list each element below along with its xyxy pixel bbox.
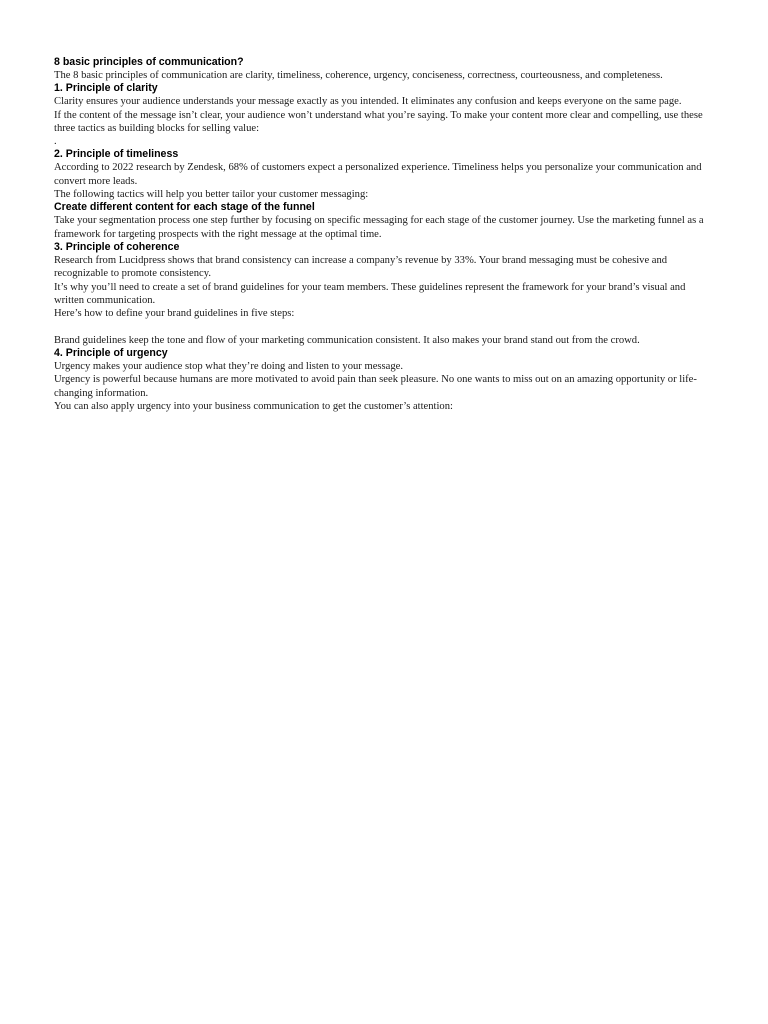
coherence-paragraph-3: Here’s how to define your brand guidelines in five steps:	[54, 308, 295, 320]
clarity-heading: 1. Principle of clarity	[54, 82, 158, 95]
timeliness-heading: 2. Principle of timeliness	[54, 148, 179, 161]
timeliness-paragraph-3: Take your segmentation process one step further by focusing on specific messaging for each stage of the customer journey. Use the marketing funnel as a framework for targeting prospects with the right message at the optimal time.	[54, 215, 704, 240]
urgency-paragraph-1: Urgency makes your audience stop what they’re doing and listen to your message.	[54, 361, 404, 373]
urgency-paragraph-3: You can also apply urgency into your business communication to get the customer’s attention:	[54, 400, 453, 412]
urgency-heading: 4. Principle of urgency	[54, 347, 168, 360]
clarity-paragraph-1: Clarity ensures your audience understands your message exactly as you intended. It eliminates any confusion and keeps everyone on the same page.	[54, 96, 682, 108]
intro-paragraph: The 8 basic principles of communication are clarity, timeliness, coherence, urgency, conciseness, correctness, courteousness, and completeness.	[54, 70, 663, 81]
timeliness-paragraph-1: According to 2022 research by Zendesk, 68% of customers expect a personalized experience. Timeliness helps you personalize your communication and convert more leads.	[54, 162, 702, 187]
clarity-paragraph-2: If the content of the message isn’t clear, your audience won’t understand what you’re saying. To make your content more clear and compelling, use these three tactics as building blocks for selling value:	[54, 109, 703, 134]
coherence-paragraph-1: Research from Lucidpress shows that brand consistency can increase a company’s revenue by 33%. Your brand messaging must be cohesive and recognizable to promote consistency.	[54, 254, 668, 280]
blank-line	[54, 320, 714, 333]
coherence-paragraph-4: Brand guidelines keep the tone and flow of your marketing communication consistent. It also makes your brand stand out from the crowd.	[54, 334, 640, 346]
funnel-subheading: Create different content for each stage of the funnel	[54, 201, 315, 214]
urgency-paragraph-2: Urgency is powerful because humans are more motivated to avoid pain than seek pleasure. No one wants to miss out on an amazing opportunity or life-changing information.	[54, 374, 697, 399]
clarity-paragraph-3: .	[54, 136, 57, 148]
document-page	[54, 56, 714, 413]
timeliness-paragraph-2: The following tactics will help you better tailor your customer messaging:	[54, 189, 369, 201]
document-title: 8 basic principles of communication?	[54, 56, 244, 68]
coherence-heading: 3. Principle of coherence	[54, 240, 180, 253]
coherence-paragraph-2: It’s why you’ll need to create a set of brand guidelines for your team members. These guidelines represent the framework for your brand’s visual and written communication.	[54, 281, 686, 306]
